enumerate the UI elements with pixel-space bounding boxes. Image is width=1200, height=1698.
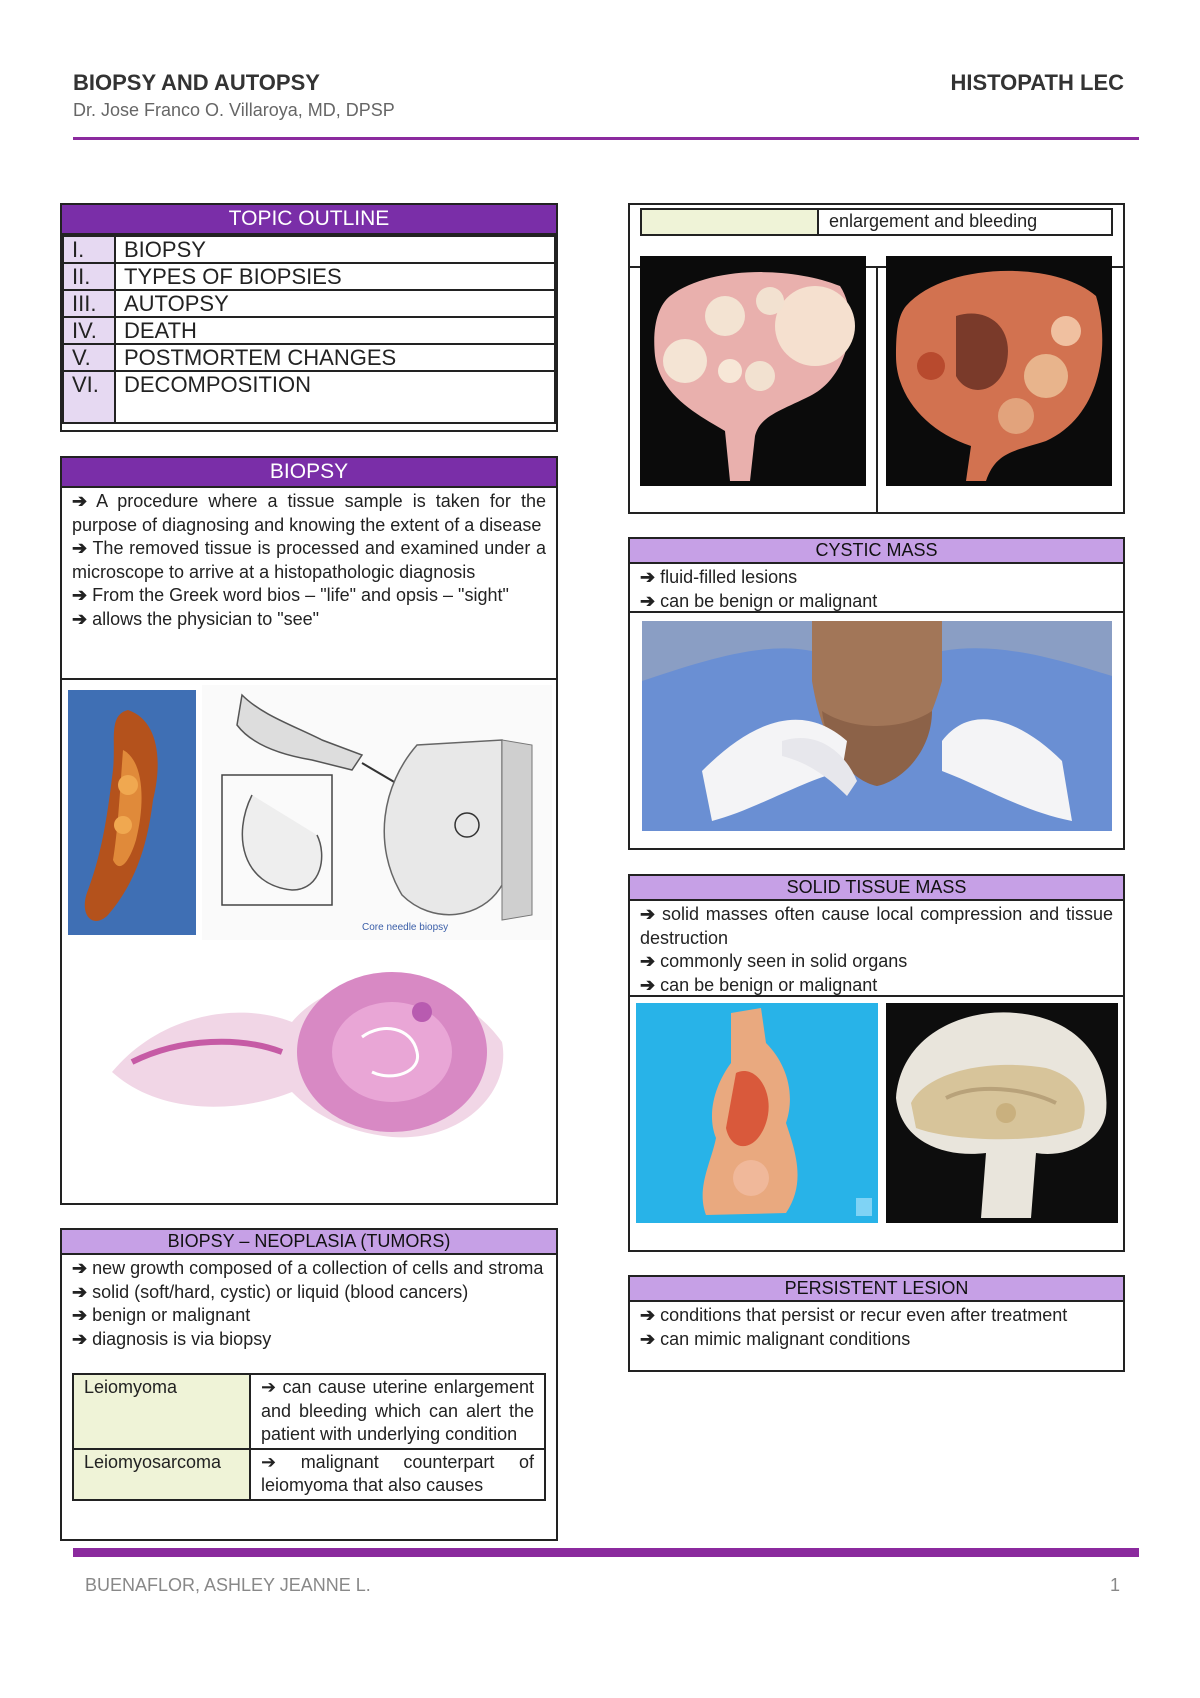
outline-label: DECOMPOSITION	[115, 371, 555, 423]
table-row	[73, 1374, 545, 1449]
solid-tissue-mass-section	[628, 874, 1125, 1252]
outline-label: TYPES OF BIOPSIES	[115, 263, 555, 290]
bone-mass-section-image	[886, 1003, 1118, 1223]
leiomyosarcoma-uterus-image	[886, 256, 1112, 486]
arrow-icon: ➔	[72, 1258, 88, 1278]
figure-caption: Core needle biopsy	[362, 922, 449, 933]
image-column-divider	[876, 268, 878, 514]
arrow-icon: ➔	[640, 974, 656, 995]
arrow-icon: ➔	[72, 491, 88, 511]
arrow-icon: ➔	[261, 1451, 277, 1472]
footer-divider	[73, 1548, 1139, 1557]
solid-image-area	[630, 995, 1123, 1252]
outline-number: V.	[63, 344, 115, 371]
solid-tissue-mass-text	[630, 901, 1123, 995]
outline-label: DEATH	[115, 317, 555, 344]
continued-section	[628, 203, 1125, 514]
solid-line: can be benign or malignant	[660, 974, 878, 995]
outline-row	[63, 263, 555, 290]
bone-tumor-image	[636, 1003, 878, 1223]
neoplasia-line: solid (soft/hard, cystic) or liquid (blood cancers)	[92, 1281, 469, 1302]
persistent-line: can mimic malignant conditions	[660, 1328, 911, 1349]
uterus-images	[630, 266, 1123, 514]
arrow-icon: ➔	[72, 608, 88, 629]
cystic-line: fluid-filled lesions	[660, 567, 798, 587]
tumor-table	[72, 1373, 546, 1501]
outline-table	[62, 235, 556, 424]
neoplasia-line: diagnosis is via biopsy	[92, 1328, 272, 1349]
lecturer-name: Dr. Jose Franco O. Villaroya, MD, DPSP	[73, 100, 395, 120]
outline-row	[63, 290, 555, 317]
page-number: 1	[1109, 1575, 1120, 1595]
outline-row	[63, 236, 555, 263]
biopsy-section	[60, 456, 558, 1205]
tumor-description-text: can cause uterine enlargement and bleeding which can alert the patient with underlying condition	[261, 1377, 534, 1444]
outline-row	[63, 344, 555, 371]
neoplasia-section	[60, 1228, 558, 1541]
biopsy-heading: BIOPSY	[62, 458, 556, 488]
header-divider	[73, 137, 1139, 140]
cystic-image-area	[630, 611, 1123, 848]
outline-number: III.	[63, 290, 115, 317]
arrow-icon: ➔	[640, 567, 656, 587]
document-title: BIOPSY AND AUTOPSY	[73, 70, 320, 95]
arrow-icon: ➔	[640, 1328, 656, 1349]
tumor-description-text: malignant counterpart of leiomyoma that also causes	[261, 1451, 534, 1495]
biopsy-line: allows the physician to "see"	[92, 608, 320, 629]
biopsy-line: From the Greek word bios – "life" and opsis – "sight"	[92, 585, 509, 605]
tissue-specimen-image	[68, 690, 196, 935]
topic-outline	[60, 203, 558, 432]
outline-number: II.	[63, 263, 115, 290]
outline-number: VI.	[63, 371, 115, 423]
outline-row	[63, 317, 555, 344]
histology-slide-image	[102, 942, 522, 1147]
persistent-lesion-text	[630, 1302, 1123, 1351]
biopsy-text	[62, 488, 556, 678]
neoplasia-table-wrap	[62, 1351, 556, 1501]
persistent-lesion-section	[628, 1275, 1125, 1372]
cystic-mass-heading: CYSTIC MASS	[630, 539, 1123, 564]
cystic-line: can be benign or malignant	[660, 590, 878, 611]
arrow-icon: ➔	[72, 538, 88, 558]
outline-label: POSTMORTEM CHANGES	[115, 344, 555, 371]
tumor-term: Leiomyosarcoma	[73, 1449, 250, 1500]
arrow-icon: ➔	[640, 1305, 656, 1325]
neoplasia-text	[62, 1255, 556, 1351]
neck-mass-image	[642, 621, 1112, 831]
table-row	[73, 1449, 545, 1500]
tumor-description	[250, 1374, 545, 1449]
biopsy-line: The removed tissue is processed and examined under a microscope to arrive at a histopathologic diagnosis	[72, 538, 546, 582]
arrow-icon: ➔	[72, 1305, 88, 1325]
solid-tissue-mass-heading: SOLID TISSUE MASS	[630, 876, 1123, 901]
course-label: HISTOPATH LEC	[950, 70, 1124, 95]
solid-line: solid masses often cause local compression and tissue destruction	[640, 904, 1113, 948]
tumor-description	[250, 1449, 545, 1500]
outline-row	[63, 371, 555, 423]
outline-label: AUTOPSY	[115, 290, 555, 317]
continued-term-cell	[642, 210, 819, 234]
arrow-icon: ➔	[640, 590, 656, 611]
author-name: BUENAFLOR, ASHLEY JEANNE L.	[85, 1575, 371, 1595]
neoplasia-line: new growth composed of a collection of cells and stroma	[92, 1258, 544, 1278]
biopsy-line: A procedure where a tissue sample is taken for the purpose of diagnosing and knowing the extent of a disease	[72, 491, 546, 535]
solid-line: commonly seen in solid organs	[660, 951, 908, 971]
tumor-term: Leiomyoma	[73, 1374, 250, 1449]
biopsy-figure-area	[62, 678, 556, 1160]
topic-outline-heading: TOPIC OUTLINE	[62, 205, 556, 235]
arrow-icon: ➔	[261, 1377, 277, 1397]
neoplasia-line: benign or malignant	[92, 1305, 251, 1325]
cystic-mass-text	[630, 564, 1123, 611]
core-needle-biopsy-illustration	[202, 685, 552, 940]
persistent-line: conditions that persist or recur even after treatment	[660, 1305, 1068, 1325]
arrow-icon: ➔	[640, 951, 656, 971]
arrow-icon: ➔	[72, 1281, 88, 1302]
neoplasia-heading: BIOPSY – NEOPLASIA (TUMORS)	[62, 1230, 556, 1255]
persistent-lesion-heading: PERSISTENT LESION	[630, 1277, 1123, 1302]
arrow-icon: ➔	[640, 904, 656, 924]
outline-number: IV.	[63, 317, 115, 344]
leiomyoma-uterus-image	[640, 256, 866, 486]
outline-label: BIOPSY	[115, 236, 555, 263]
arrow-icon: ➔	[72, 1328, 88, 1349]
continued-text: enlargement and bleeding	[829, 211, 1038, 231]
arrow-icon: ➔	[72, 585, 88, 605]
continued-row	[640, 208, 1113, 236]
outline-number: I.	[63, 236, 115, 263]
cystic-mass-section	[628, 537, 1125, 850]
